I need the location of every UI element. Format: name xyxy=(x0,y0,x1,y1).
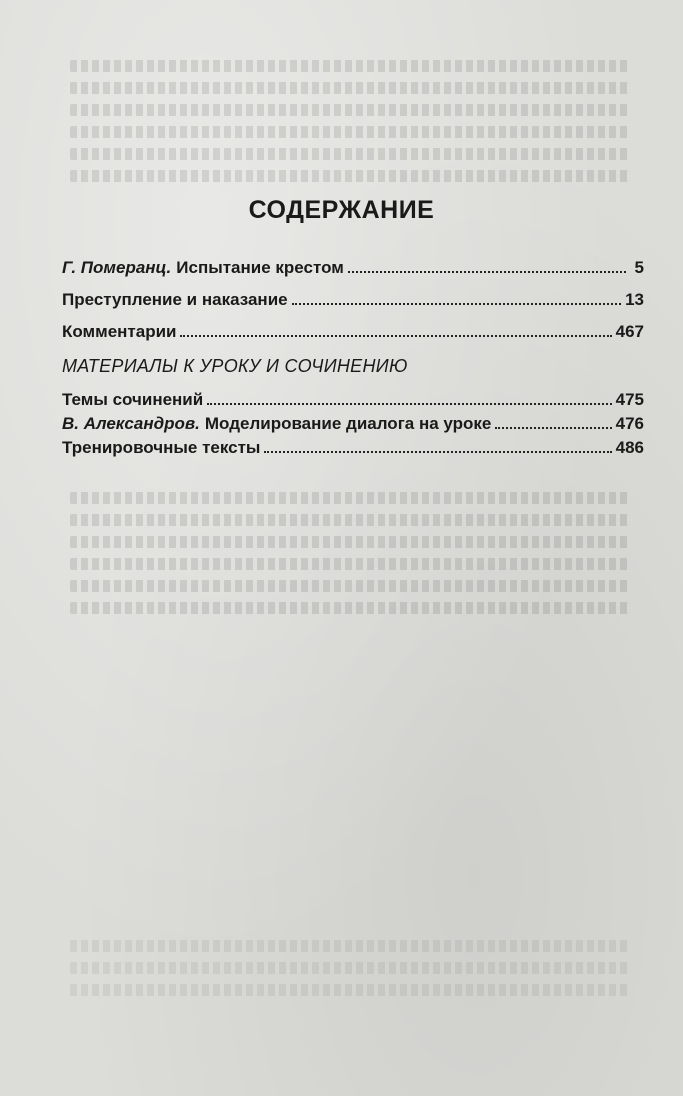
toc-entry-page: 475 xyxy=(615,390,644,409)
dot-leader xyxy=(348,271,626,273)
toc-entry-page: 5 xyxy=(634,258,644,277)
bleed-through-line xyxy=(70,104,630,116)
toc-entry[interactable] xyxy=(62,414,644,434)
section-heading: МАТЕРИАЛЫ К УРОКУ И СОЧИНЕНИЮ xyxy=(62,356,408,376)
toc-entry-author: В. Александров. xyxy=(62,414,200,433)
toc-entry[interactable] xyxy=(62,322,644,342)
bleed-through-line xyxy=(70,580,630,592)
dot-leader xyxy=(292,303,621,305)
toc-entry-title: Испытание крестом xyxy=(176,258,344,277)
bleed-through-line xyxy=(70,962,630,974)
dot-leader xyxy=(495,427,611,429)
bleed-through-line xyxy=(70,148,630,160)
toc-entry-title: Преступление и наказание xyxy=(62,290,288,309)
bleed-through-line xyxy=(70,558,630,570)
bleed-through-line xyxy=(70,60,630,72)
toc-entry-page: 476 xyxy=(615,414,644,433)
toc-entry-title: Темы сочинений xyxy=(62,390,204,409)
toc-entry[interactable] xyxy=(62,258,644,278)
dot-leader xyxy=(264,451,611,453)
toc-entry-title: Тренировочные тексты xyxy=(62,438,261,457)
toc-entry-title: Комментарии xyxy=(62,322,177,341)
bleed-through-line xyxy=(70,514,630,526)
bleed-through-line xyxy=(70,170,630,182)
page-title: СОДЕРЖАНИЕ xyxy=(248,196,435,224)
bleed-through-line xyxy=(70,536,630,548)
toc-entry-page: 13 xyxy=(625,290,644,309)
bleed-through-line xyxy=(70,492,630,504)
bleed-through-line xyxy=(70,126,630,138)
bleed-through-line xyxy=(70,82,630,94)
toc-entry-author: Г. Померанц. xyxy=(62,258,172,277)
dot-leader xyxy=(180,335,611,337)
toc-entry[interactable] xyxy=(62,290,644,310)
bleed-through-line xyxy=(70,940,630,952)
dot-leader xyxy=(207,403,611,405)
toc-entry-title: Моделирование диалога на уроке xyxy=(204,414,492,433)
toc-entry-page: 486 xyxy=(615,438,644,457)
toc-entry[interactable] xyxy=(62,438,644,458)
bleed-through-line xyxy=(70,602,630,614)
toc-entry-page: 467 xyxy=(615,322,644,341)
toc-entry[interactable] xyxy=(62,390,644,410)
bleed-through-line xyxy=(70,984,630,996)
